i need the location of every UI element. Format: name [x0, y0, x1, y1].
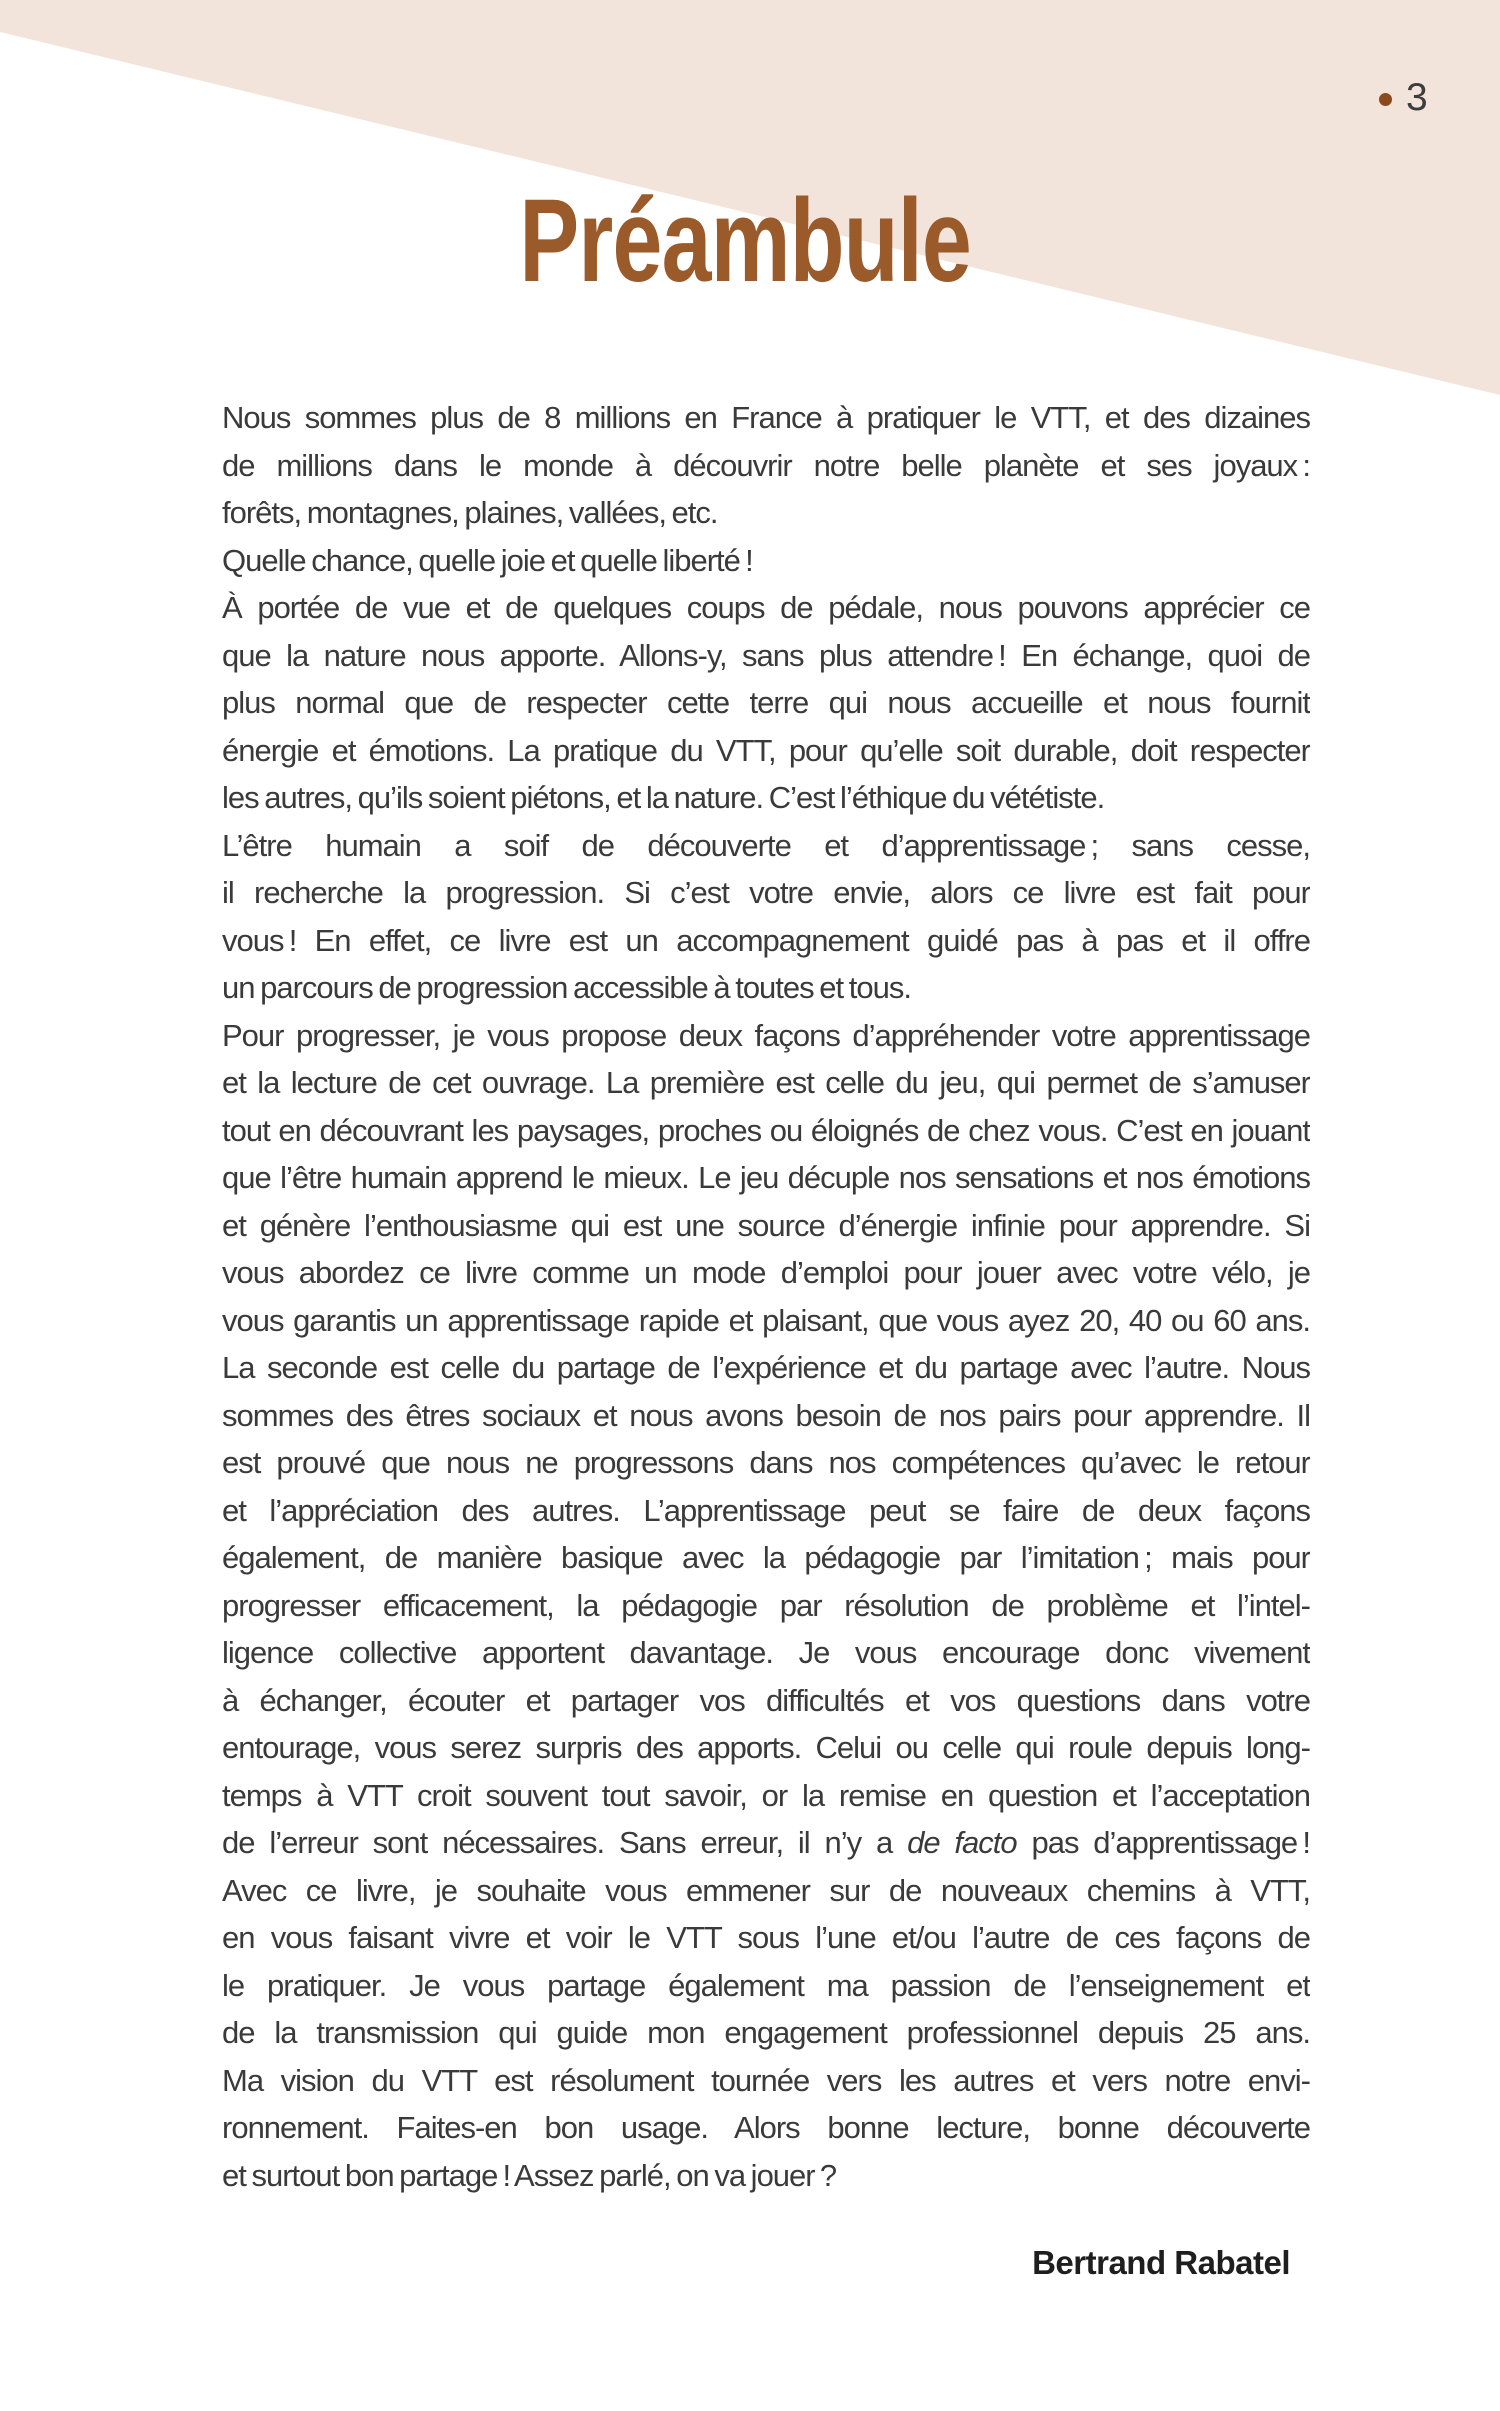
- body-line: vous abordez ce livre comme un mode d’emploi pour jouer avec votre vélo, je: [222, 1255, 1310, 1290]
- body-line: Pour progresser, je vous propose deux façons d’appréhender votre apprentissage: [222, 1017, 1310, 1053]
- body-line: de millions dans le monde à découvrir notre belle planète et ses joyaux :: [222, 447, 1310, 483]
- author-signature: Bertrand Rabatel: [1032, 2244, 1290, 2281]
- body-line: vous garantis un apprentissage rapide et plaisant, que vous ayez 20, 40 ou 60 ans.: [222, 1302, 1310, 1338]
- body-line: les autres, qu’ils soient piétons, et la nature. C’est l’éthique du vététiste.: [222, 780, 1105, 815]
- body-line: temps à VTT croit souvent tout savoir, or la remise en question et l’acceptation: [222, 1777, 1310, 1813]
- body-line: Ma vision du VTT est résolument tournée vers les autres et vers notre envi-: [222, 2062, 1310, 2098]
- body-line: en vous faisant vivre et voir le VTT sous l’une et/ou l’autre de ces façons de: [222, 1920, 1310, 1955]
- body-line: progresser efficacement, la pédagogie par résolution de problème et l’intel-: [222, 1587, 1310, 1623]
- body-line: La seconde est celle du partage de l’expérience et du partage avec l’autre. Nous: [222, 1350, 1310, 1385]
- body-line: entourage, vous serez surpris des apports. Celui ou celle qui roule depuis long-: [222, 1730, 1310, 1765]
- body-line: ligence collective apportent davantage. Je vous encourage donc vivement: [222, 1635, 1310, 1670]
- body-line: et l’appréciation des autres. L’apprentissage peut se faire de deux façons: [222, 1492, 1310, 1528]
- body-line: que l’être humain apprend le mieux. Le jeu décuple nos sensations et nos émotions: [222, 1160, 1310, 1195]
- body-line: et génère l’enthousiasme qui est une source d’énergie infinie pour apprendre. Si: [222, 1207, 1310, 1243]
- body-line: de l’erreur sont nécessaires. Sans erreur, il n’y a de facto pas d’apprentissage !: [222, 1825, 1310, 1860]
- body-line: tout en découvrant les paysages, proches ou éloignés de chez vous. C’est en jouant: [222, 1112, 1310, 1148]
- body-line: plus normal que de respecter cette terre qui nous accueille et nous fournit: [222, 685, 1310, 720]
- body-line: également, de manière basique avec la pédagogie par l’imitation ; mais pour: [222, 1540, 1310, 1575]
- page-number-bullet-icon: [1379, 93, 1392, 106]
- body-line: Avec ce livre, je souhaite vous emmener sur de nouveaux chemins à VTT,: [222, 1872, 1310, 1908]
- body-line: vous ! En effet, ce livre est un accompagnement guidé pas à pas et il offre: [222, 922, 1310, 958]
- body-line: énergie et émotions. La pratique du VTT, pour qu’elle soit durable, doit respecter: [222, 732, 1310, 768]
- body-line: que la nature nous apporte. Allons-y, sans plus attendre ! En échange, quoi de: [222, 637, 1310, 673]
- body-line: L’être humain a soif de découverte et d’apprentissage ; sans cesse,: [222, 827, 1310, 863]
- page-number: 3: [1406, 76, 1428, 119]
- body-line: de la transmission qui guide mon engagement professionnel depuis 25 ans.: [222, 2015, 1310, 2050]
- body-line: ronnement. Faites-en bon usage. Alors bonne lecture, bonne découverte: [222, 2110, 1310, 2145]
- body-line: forêts, montagnes, plaines, vallées, etc.: [222, 495, 718, 530]
- page-title-text: Préambule: [519, 175, 971, 307]
- body-line: À portée de vue et de quelques coups de pédale, nous pouvons apprécier ce: [222, 590, 1310, 625]
- body-line: et surtout bon partage ! Assez parlé, on va jouer ?: [222, 2157, 837, 2193]
- body-line: est prouvé que nous ne progressons dans nos compétences qu’avec le retour: [222, 1445, 1310, 1480]
- body-line: sommes des êtres sociaux et nous avons besoin de nos pairs pour apprendre. Il: [222, 1397, 1310, 1433]
- page-title: [0, 175, 1490, 307]
- body-line: le pratiquer. Je vous partage également ma passion de l’enseignement et: [222, 1967, 1310, 2003]
- body-line: Nous sommes plus de 8 millions en France à pratiquer le VTT, et des dizaines: [222, 400, 1310, 435]
- body-line: un parcours de progression accessible à toutes et tous.: [222, 970, 911, 1005]
- body-line: il recherche la progression. Si c’est votre envie, alors ce livre est fait pour: [222, 875, 1310, 910]
- body-line: et la lecture de cet ouvrage. La première est celle du jeu, qui permet de s’amuser: [222, 1065, 1310, 1100]
- body-line: à échanger, écouter et partager vos difficultés et vos questions dans votre: [222, 1682, 1310, 1718]
- body-line: Quelle chance, quelle joie et quelle liberté !: [222, 542, 753, 578]
- preamble-text: [222, 394, 1310, 2199]
